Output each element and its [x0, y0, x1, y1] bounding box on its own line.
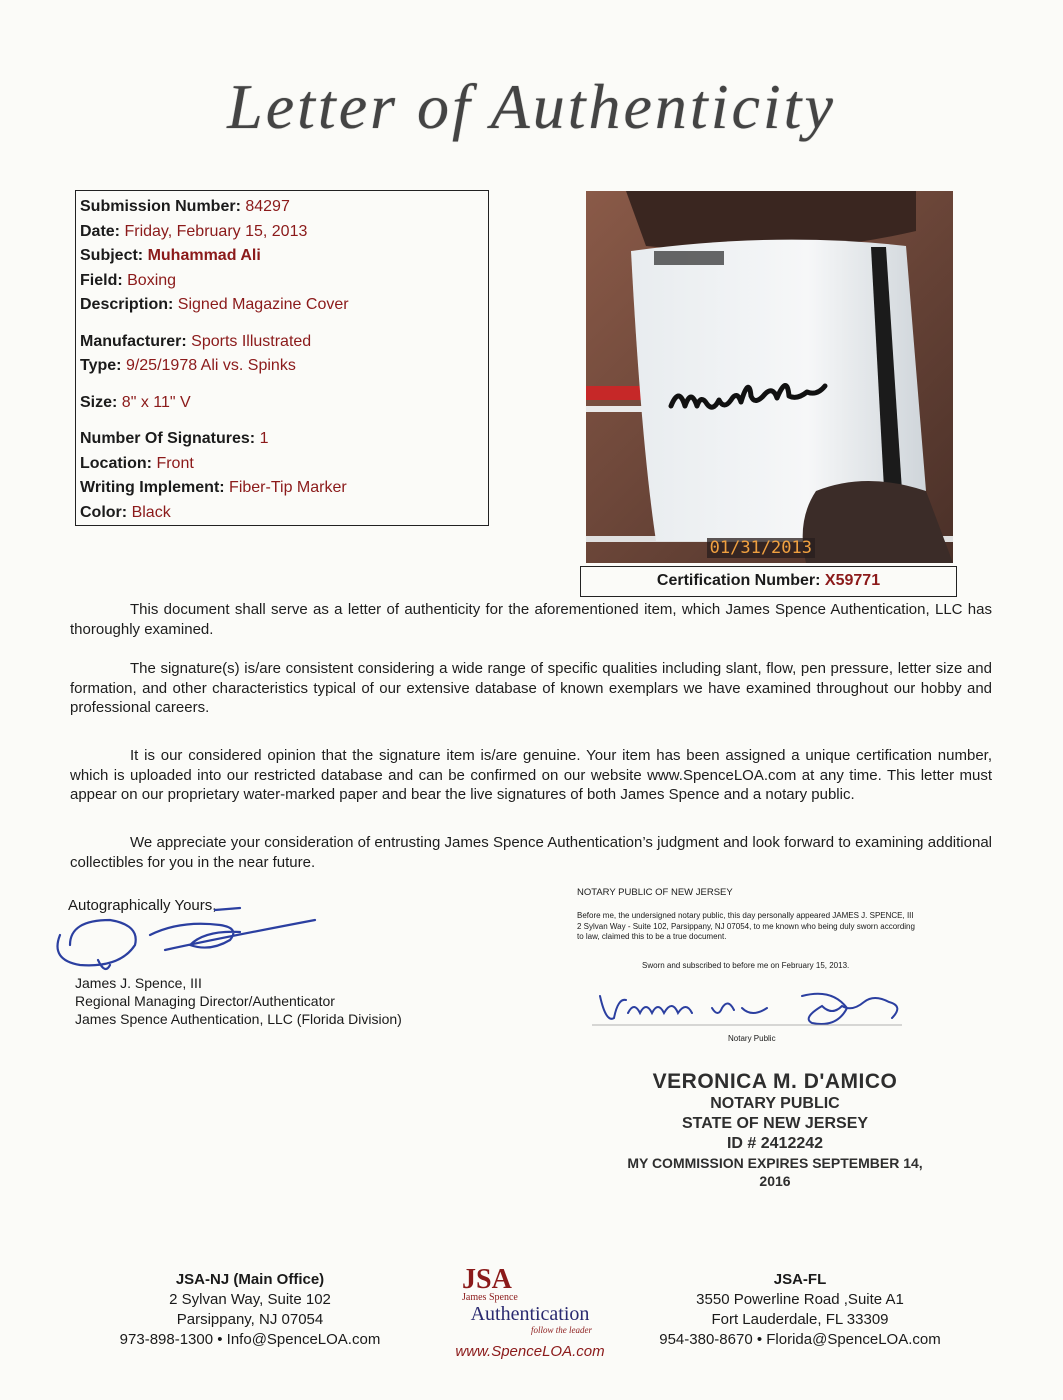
detail-row [80, 501, 488, 526]
detail-row [80, 293, 488, 318]
footer-contact-line: 973-898-1300 • Info@SpenceLOA.com [119, 1331, 381, 1348]
detail-label: Submission Number: [80, 198, 241, 215]
closing-text: Autographically Yours, [68, 897, 217, 914]
signer-block [75, 974, 402, 1028]
body-paragraph: The signature(s) is/are consistent considering a wide range of specific qualities including slant, flow, pen pressure, letter size and formation, and other characteristics typical of our extensive database of known exemplars we have examined throughout our hobby and professional careers. [70, 660, 992, 716]
photo-date-stamp: 01/31/2013 [707, 538, 815, 558]
notary-stamp-name: VERONICA M. D'AMICO [652, 1070, 898, 1093]
page-title: Letter of Authenticity [227, 71, 836, 142]
detail-row [80, 244, 488, 269]
jsa-logo-james-spence: James Spence [462, 1292, 518, 1303]
detail-label: Date: [80, 222, 121, 240]
jsa-logo-mark: JSA [462, 1264, 512, 1295]
detail-label: Type: [80, 357, 122, 374]
notary-statement: Before me, the undersigned notary public, this day personally appeared JAMES J. SPENCE, III 2 Sylvan Way - Suite 102, Parsippany, NJ 07054, to me known who being duly sworn according to law, claimed this to be a true document. [577, 911, 915, 941]
detail-row [80, 427, 488, 452]
footer-office-fl [640, 1270, 960, 1350]
footer-contact-line: 954-380-8670 • Florida@SpenceLOA.com [659, 1331, 941, 1348]
body-paragraph: This document shall serve as a letter of authenticity for the aforementioned item, which James Spence Authentication, LLC has thoroughly examined. [70, 601, 992, 638]
footer-office-nj [100, 1270, 400, 1350]
item-photo [586, 191, 953, 563]
detail-row [80, 195, 488, 220]
certification-label: Certification Number: [656, 572, 821, 589]
jsa-logo-tagline: follow the leader [531, 1325, 592, 1335]
detail-value: Boxing [127, 271, 177, 289]
notary-stamp-commission: MY COMMISSION EXPIRES SEPTEMBER 14, 2016 [627, 1155, 923, 1189]
detail-value: 9/25/1978 Ali vs. Spinks [125, 357, 296, 374]
footer-office-heading: JSA-FL [773, 1271, 827, 1288]
jsa-logo [440, 1264, 620, 1360]
notary-stamp-state: STATE OF NEW JERSEY [681, 1115, 869, 1132]
detail-value: Muhammad Ali [147, 247, 261, 264]
footer-address-line: Parsippany, NJ 07054 [176, 1311, 324, 1328]
detail-value: Front [156, 454, 194, 472]
detail-label: Number Of Signatures: [80, 430, 256, 447]
signer-name: James J. Spence, III [75, 975, 202, 991]
detail-label: Location: [80, 454, 152, 472]
detail-row [80, 330, 488, 355]
certification-box [580, 566, 957, 597]
detail-label: Subject: [80, 247, 144, 264]
footer-website-link[interactable]: www.SpenceLOA.com [455, 1343, 605, 1360]
detail-row [80, 269, 488, 294]
detail-row [80, 220, 488, 245]
certification-number: X59771 [824, 572, 881, 589]
detail-value: Friday, February 15, 2013 [124, 222, 308, 240]
notary-signature [592, 978, 912, 1038]
detail-label: Size: [80, 393, 118, 411]
notary-stamp-id: ID # 2412242 [726, 1135, 824, 1152]
detail-value: Black [131, 503, 171, 521]
detail-value: 84297 [245, 198, 290, 215]
body-paragraph: We appreciate your consideration of entrusting James Spence Authentication’s judgment and look forward to examining additional collectibles for you in the near future. [70, 834, 992, 871]
detail-value: 1 [259, 430, 269, 447]
notary-stamp [610, 1070, 940, 1190]
footer-address-line: 3550 Powerline Road ,Suite A1 [696, 1291, 904, 1308]
detail-label: Manufacturer: [80, 332, 187, 350]
detail-label: Color: [80, 503, 128, 521]
detail-row [80, 476, 488, 501]
detail-row [80, 354, 488, 379]
notary-public-label: Notary Public [728, 1034, 776, 1043]
detail-value: 8" x 11" V [121, 393, 191, 411]
detail-value: Fiber-Tip Marker [229, 479, 347, 496]
item-photo-image [586, 191, 953, 563]
body-paragraph: It is our considered opinion that the signature item is/are genuine. Your item has been assigned a unique certification number, which is uploaded into our restricted database and can be confirmed on our website www.SpenceLOA.com at any time. This letter must appear on our proprietary water-marked paper and bear the live signatures of both James Spence and a notary public. [70, 747, 992, 803]
detail-label: Writing Implement: [80, 479, 225, 496]
notary-sworn-line: Sworn and subscribed to before me on February 15, 2013. [642, 961, 850, 970]
footer-address-line: Fort Lauderdale, FL 33309 [711, 1311, 889, 1328]
jsa-logo-authentication: Authentication [470, 1303, 590, 1325]
signer-company: James Spence Authentication, LLC (Florida Division) [75, 1011, 402, 1027]
signer-role: Regional Managing Director/Authenticator [75, 993, 335, 1009]
detail-value: Sports Illustrated [191, 332, 312, 350]
detail-label: Field: [80, 271, 123, 289]
footer-address-line: 2 Sylvan Way, Suite 102 [169, 1291, 331, 1308]
detail-row [80, 391, 488, 416]
detail-row [80, 452, 488, 477]
detail-value: Signed Magazine Cover [177, 296, 349, 313]
footer-office-heading: JSA-NJ (Main Office) [175, 1271, 325, 1288]
notary-stamp-title: NOTARY PUBLIC [710, 1095, 840, 1112]
authenticator-signature [40, 890, 330, 980]
detail-label: Description: [80, 296, 174, 313]
item-details-box [75, 190, 489, 526]
notary-heading: NOTARY PUBLIC OF NEW JERSEY [577, 887, 733, 898]
